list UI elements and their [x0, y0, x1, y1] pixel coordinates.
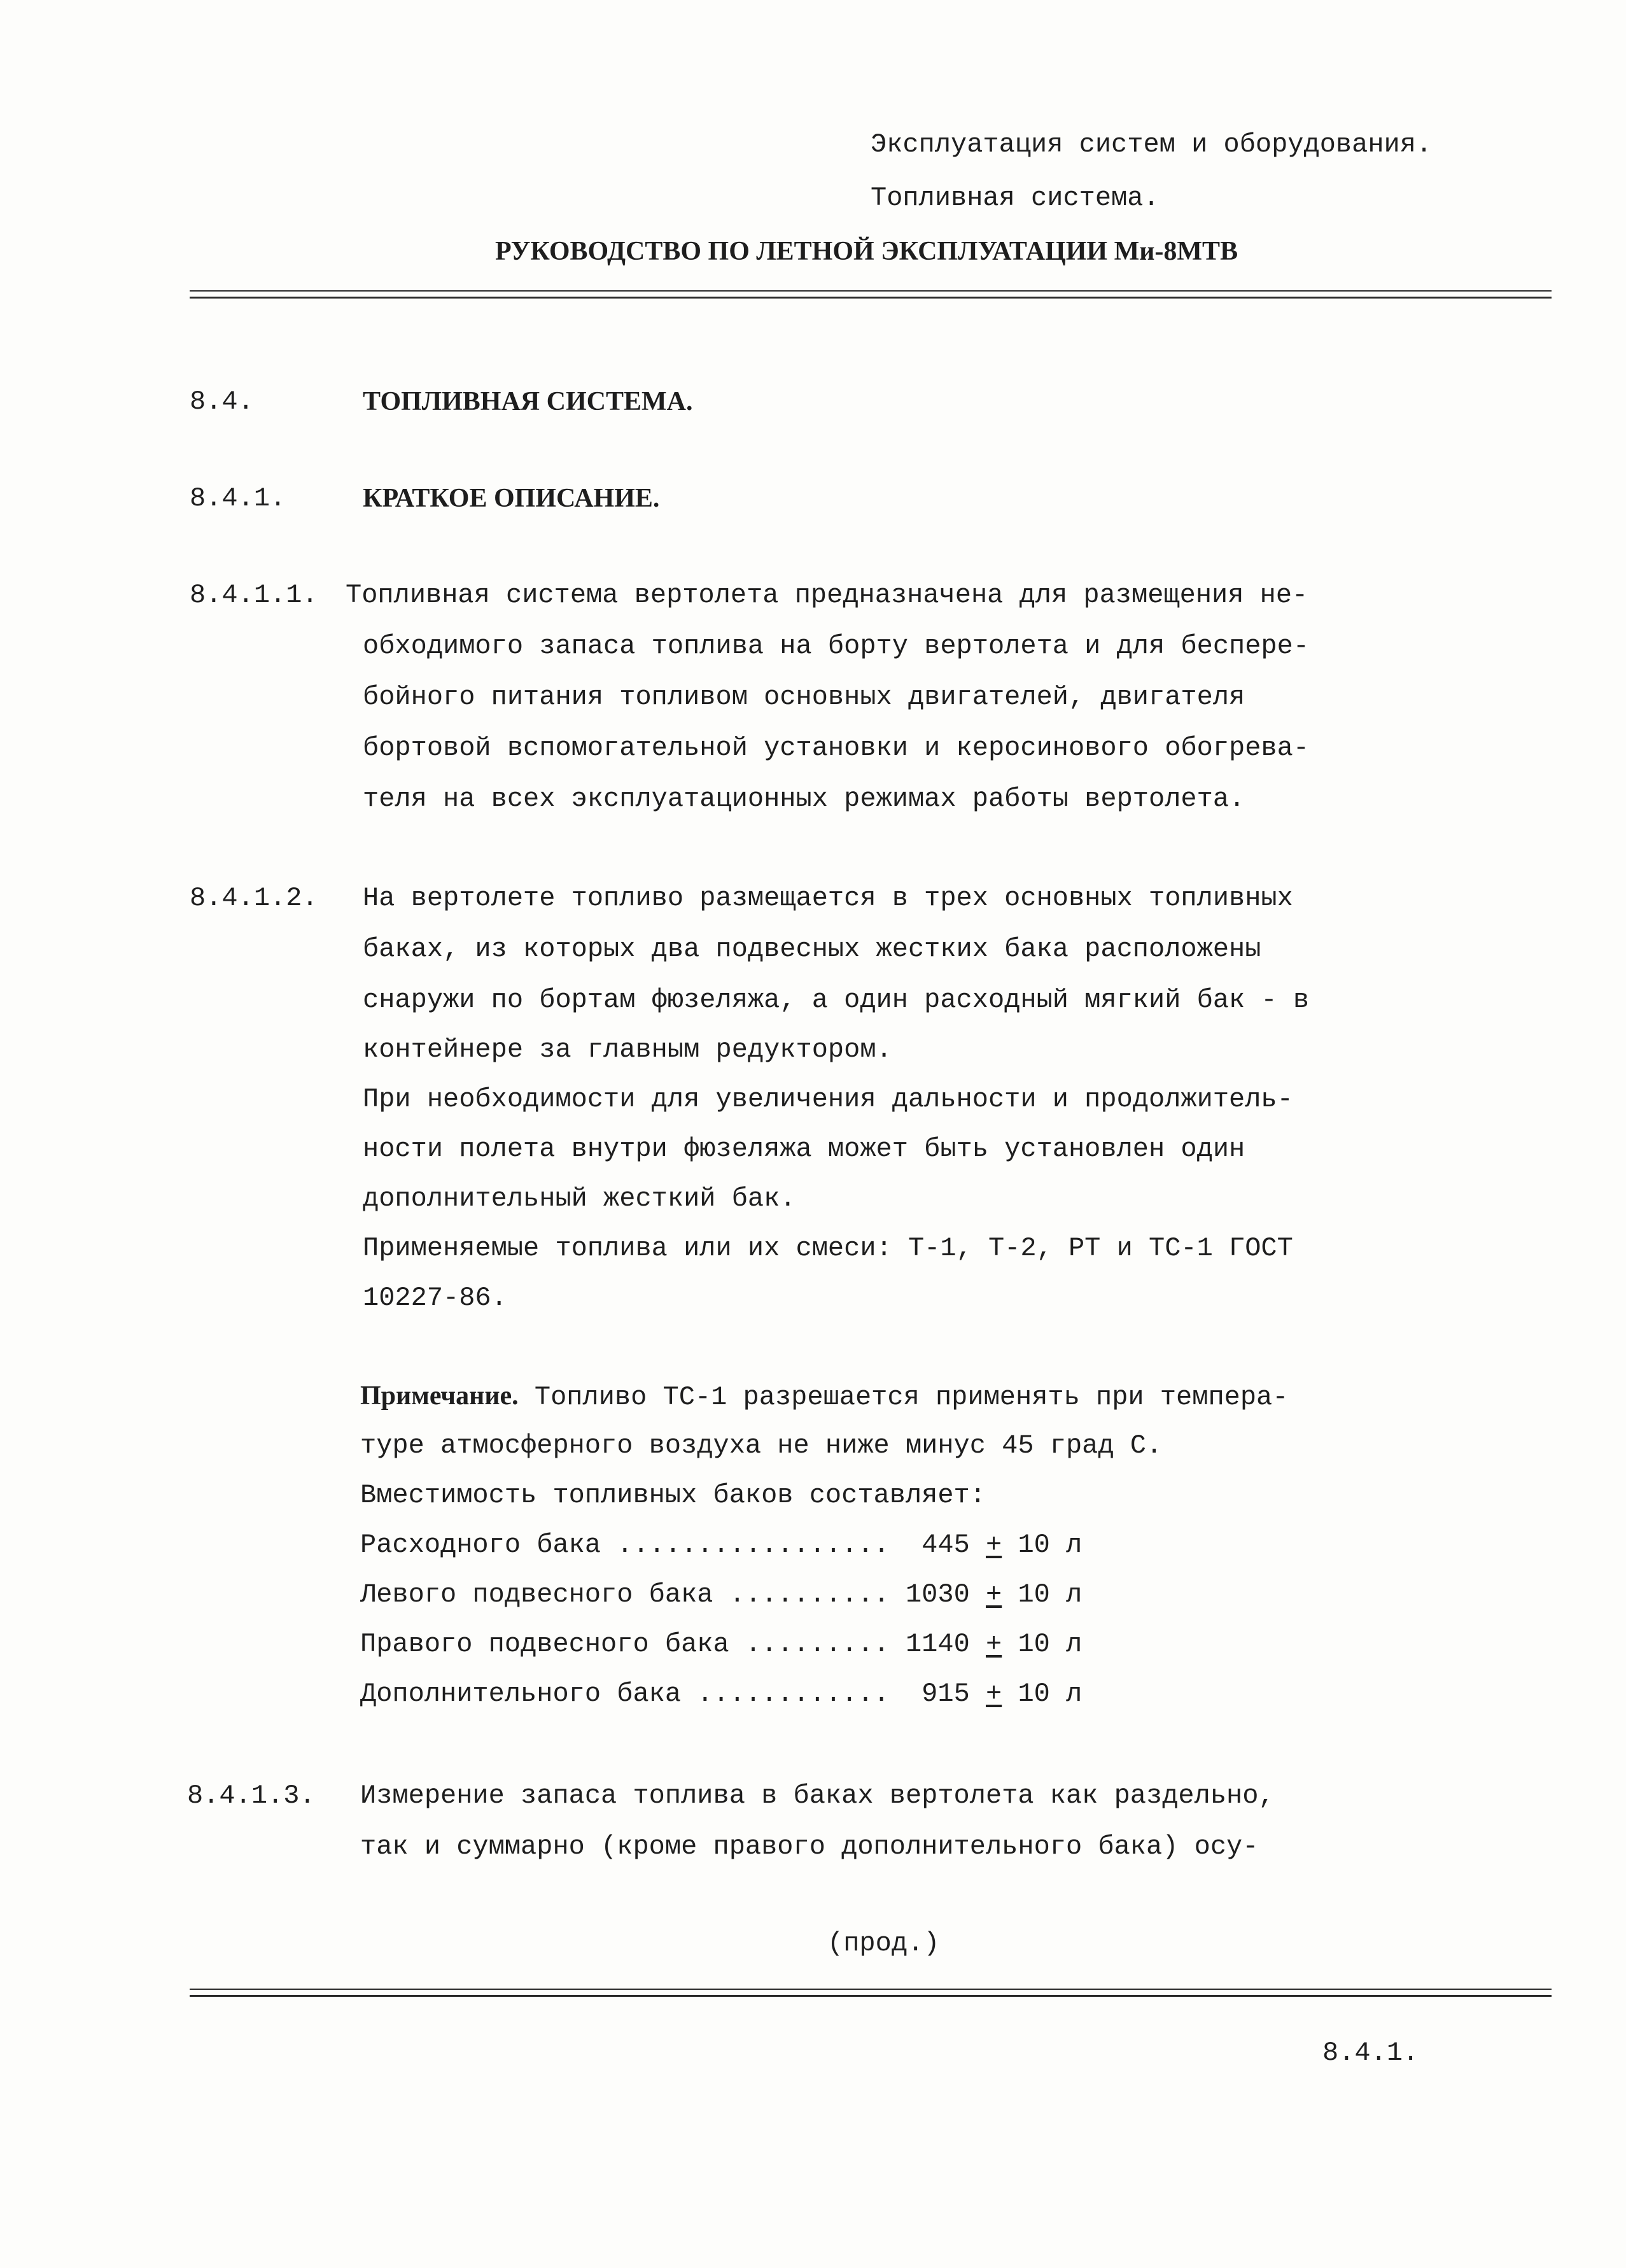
- paragraph-number-8-4-1-2: 8.4.1.2.: [190, 883, 318, 913]
- plus-minus-sign: +: [986, 1679, 1002, 1709]
- capacity-tank-name: Правого подвесного бака .........: [360, 1629, 890, 1659]
- paragraph-line: 10227-86.: [363, 1283, 507, 1313]
- header-rule-bottom: [190, 297, 1552, 299]
- manual-title: РУКОВОДСТВО ПО ЛЕТНОЙ ЭКСПЛУАТАЦИИ Ми-8МТВ: [495, 237, 1238, 266]
- section-title-8-4-1: КРАТКОЕ ОПИСАНИЕ.: [363, 484, 660, 513]
- paragraph-line: ности полета внутри фюзеляжа может быть установлен один: [363, 1134, 1245, 1164]
- capacity-tank-name: Дополнительного бака ............: [360, 1679, 890, 1709]
- paragraph-line: На вертолете топливо размещается в трех основных топливных: [363, 883, 1293, 913]
- section-title-8-4: ТОПЛИВНАЯ СИСТЕМА.: [363, 387, 693, 416]
- capacity-tolerance: 10 л: [1018, 1629, 1083, 1659]
- capacity-row: [360, 1680, 1082, 1707]
- plus-minus-sign: +: [986, 1579, 1002, 1610]
- paragraph-line: дополнительный жесткий бак.: [363, 1183, 796, 1214]
- capacity-value: 915: [905, 1679, 970, 1709]
- header-subsection-line: Эксплуатация систем и оборудования.: [871, 129, 1433, 160]
- note-line: туре атмосферного воздуха не ниже минус 45 град С.: [360, 1430, 1163, 1461]
- paragraph-line: Применяемые топлива или их смеси: Т-1, Т-2, РТ и ТС-1 ГОСТ: [363, 1233, 1293, 1264]
- paragraph-line: бойного питания топливом основных двигателей, двигателя: [363, 682, 1245, 712]
- paragraph-line: Топливная система вертолета предназначена для размещения не-: [346, 580, 1308, 610]
- section-number-8-4-1: 8.4.1.: [190, 483, 286, 514]
- paragraph-line: обходимого запаса топлива на борту вертолета и для беспере-: [363, 631, 1310, 661]
- capacity-value: 1140: [905, 1629, 970, 1659]
- paragraph-line: Измерение запаса топлива в баках вертолета как раздельно,: [360, 1780, 1275, 1811]
- header-system-line: Топливная система.: [871, 183, 1160, 213]
- note-first-line: [360, 1383, 1288, 1411]
- paragraph-line: снаружи по бортам фюзеляжа, а один расходный мягкий бак - в: [363, 985, 1310, 1015]
- continued-marker: (прод.): [827, 1928, 940, 1959]
- paragraph-line: бортовой вспомогательной установки и керосинового обогрева-: [363, 733, 1310, 763]
- footer-rule-top: [190, 1989, 1552, 1990]
- paragraph-line: так и суммарно (кроме правого дополнительного бака) осу-: [360, 1831, 1259, 1862]
- footer-rule-bottom: [190, 1995, 1552, 1997]
- capacity-value: 445: [905, 1530, 970, 1560]
- capacity-tank-name: Левого подвесного бака ..........: [360, 1579, 890, 1610]
- paragraph-line: баках, из которых два подвесных жестких бака расположены: [363, 934, 1261, 964]
- capacity-value: 1030: [905, 1579, 970, 1610]
- paragraph-number-8-4-1-1: 8.4.1.1.: [190, 580, 318, 610]
- paragraph-number-8-4-1-3: 8.4.1.3.: [187, 1780, 316, 1811]
- paragraph-line: контейнере за главным редуктором.: [363, 1034, 892, 1065]
- paragraph-line: При необходимости для увеличения дальности и продолжитель-: [363, 1084, 1293, 1115]
- plus-minus-sign: +: [986, 1530, 1002, 1560]
- capacity-tolerance: 10 л: [1018, 1530, 1083, 1560]
- capacity-row: [360, 1631, 1082, 1658]
- plus-minus-sign: +: [986, 1629, 1002, 1659]
- capacity-row: [360, 1581, 1082, 1608]
- capacity-tank-name: Расходного бака .................: [360, 1530, 890, 1560]
- note-text: Топливо ТС-1 разрешается применять при темпера-: [518, 1382, 1289, 1412]
- section-number-8-4: 8.4.: [190, 386, 254, 417]
- capacity-tolerance: 10 л: [1018, 1579, 1083, 1610]
- note-label: Примечание.: [360, 1381, 519, 1411]
- note-line: Вместимость топливных баков составляет:: [360, 1480, 986, 1511]
- header-rule-top: [190, 290, 1552, 292]
- capacity-tolerance: 10 л: [1018, 1679, 1083, 1709]
- capacity-row: [360, 1532, 1082, 1558]
- page-number: 8.4.1.: [1322, 2038, 1419, 2068]
- paragraph-line: теля на всех эксплуатационных режимах работы вертолета.: [363, 784, 1245, 814]
